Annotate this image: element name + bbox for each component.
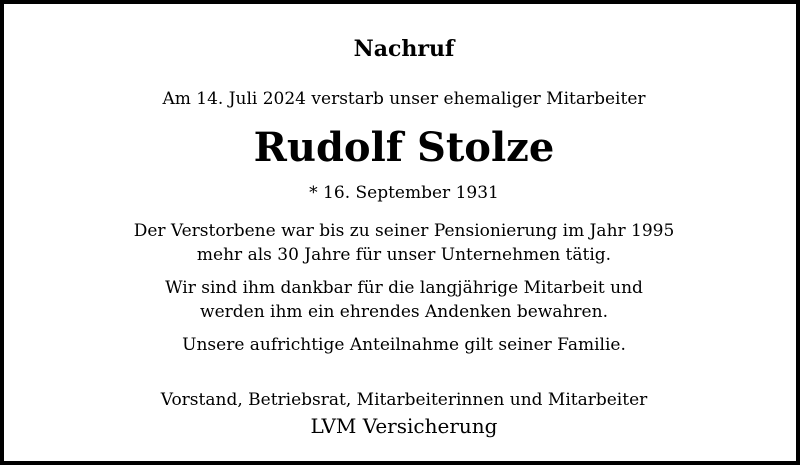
company-name: LVM Versicherung [310,414,498,438]
paragraph-1-line-1: Der Verstorbene war bis zu seiner Pensionierung im Jahr 1995 [133,221,675,241]
intro-line: Am 14. Juli 2024 verstarb unser ehemaliger Mitarbeiter [162,89,646,109]
birth-date: * 16. September 1931 [309,183,499,203]
paragraph-2-line-2: werden ihm ein ehrendes Andenken bewahren. [200,302,608,322]
paragraph-3-line-1: Unsere aufrichtige Anteilnahme gilt seiner Familie. [182,335,626,355]
paragraph-1-line-2: mehr als 30 Jahre für unser Unternehmen tätig. [196,245,612,265]
paragraph-2-line-1: Wir sind ihm dankbar für die langjährige Mitarbeit und [165,278,643,298]
deceased-name: Rudolf Stolze [253,124,555,171]
obituary-heading: Nachruf [353,36,455,62]
signature-line: Vorstand, Betriebsrat, Mitarbeiterinnen und Mitarbeiter [160,390,648,410]
